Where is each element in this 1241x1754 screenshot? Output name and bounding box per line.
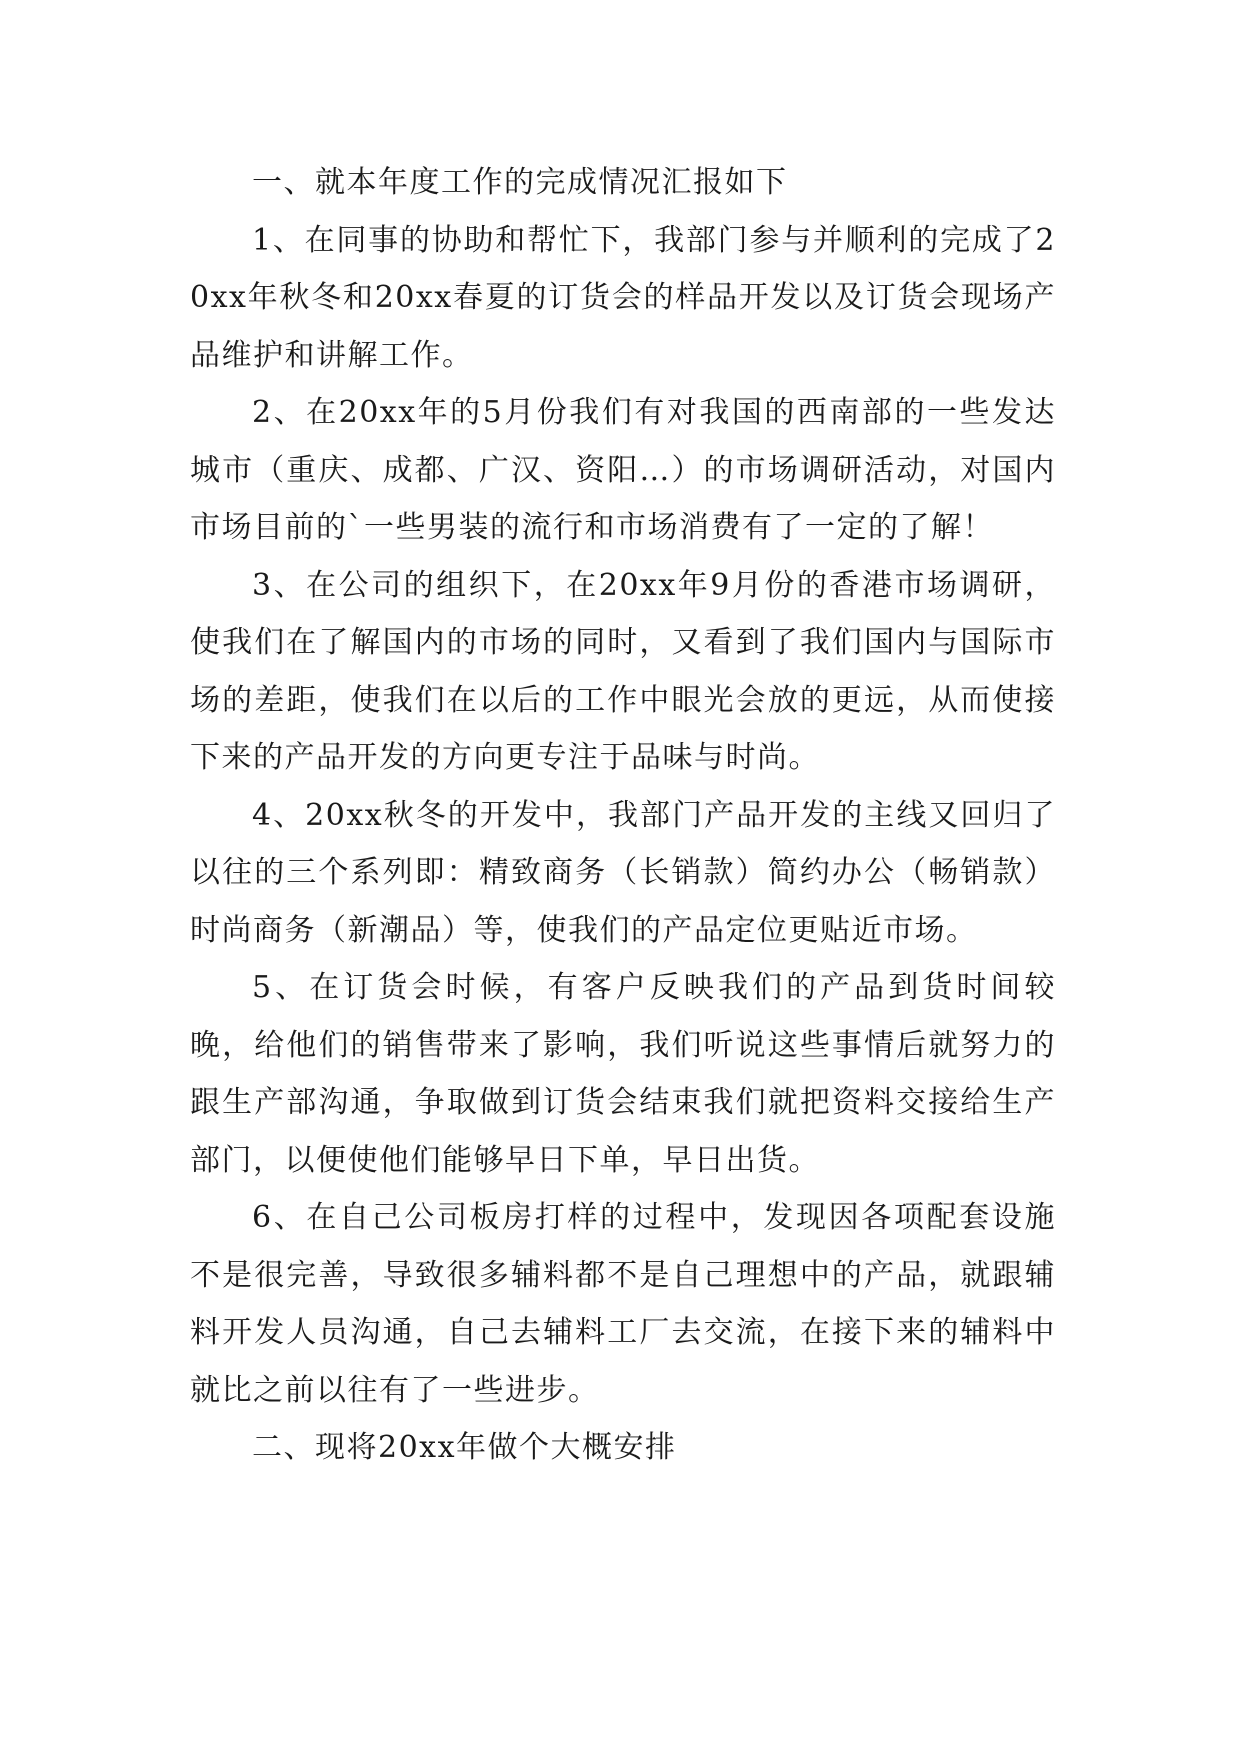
section-heading-2: 二、现将20xx年做个大概安排 xyxy=(252,1430,677,1465)
paragraph-item-1: 1、在同事的协助和帮忙下，我部门参与并顺利的完成了20xx年秋冬和20xx春夏的订货会的样品开发以及订货会现场产品维护和讲解工作。 xyxy=(190,222,1056,373)
section-heading-1: 一、就本年度工作的完成情况汇报如下 xyxy=(252,165,788,200)
paragraph-item-4: 4、20xx秋冬的开发中，我部门产品开发的主线又回归了以往的三个系列即：精致商务（长销款）简约办公（畅销款）时尚商务（新潮品）等，使我们的产品定位更贴近市场。 xyxy=(190,797,1056,948)
document-body xyxy=(190,154,1056,1477)
paragraph-item-3: 3、在公司的组织下，在20xx年9月份的香港市场调研，使我们在了解国内的市场的同时，又看到了我们国内与国际市场的差距，使我们在以后的工作中眼光会放的更远，从而使接下来的产品开发的方向更专注于品味与时尚。 xyxy=(190,567,1056,775)
paragraph-item-6: 6、在自己公司板房打样的过程中，发现因各项配套设施不是很完善，导致很多辅料都不是自己理想中的产品，就跟辅料开发人员沟通，自己去辅料工厂去交流，在接下来的辅料中就比之前以往有了一些进步。 xyxy=(190,1200,1056,1408)
paragraph-item-5: 5、在订货会时候，有客户反映我们的产品到货时间较晚，给他们的销售带来了影响，我们听说这些事情后就努力的跟生产部沟通，争取做到订货会结束我们就把资料交接给生产部门，以便使他们能够早日下单，早日出货。 xyxy=(190,970,1056,1178)
paragraph-item-2: 2、在20xx年的5月份我们有对我国的西南部的一些发达城市（重庆、成都、广汉、资阳…）的市场调研活动，对国内市场目前的`一些男装的流行和市场消费有了一定的了解！ xyxy=(190,395,1056,545)
